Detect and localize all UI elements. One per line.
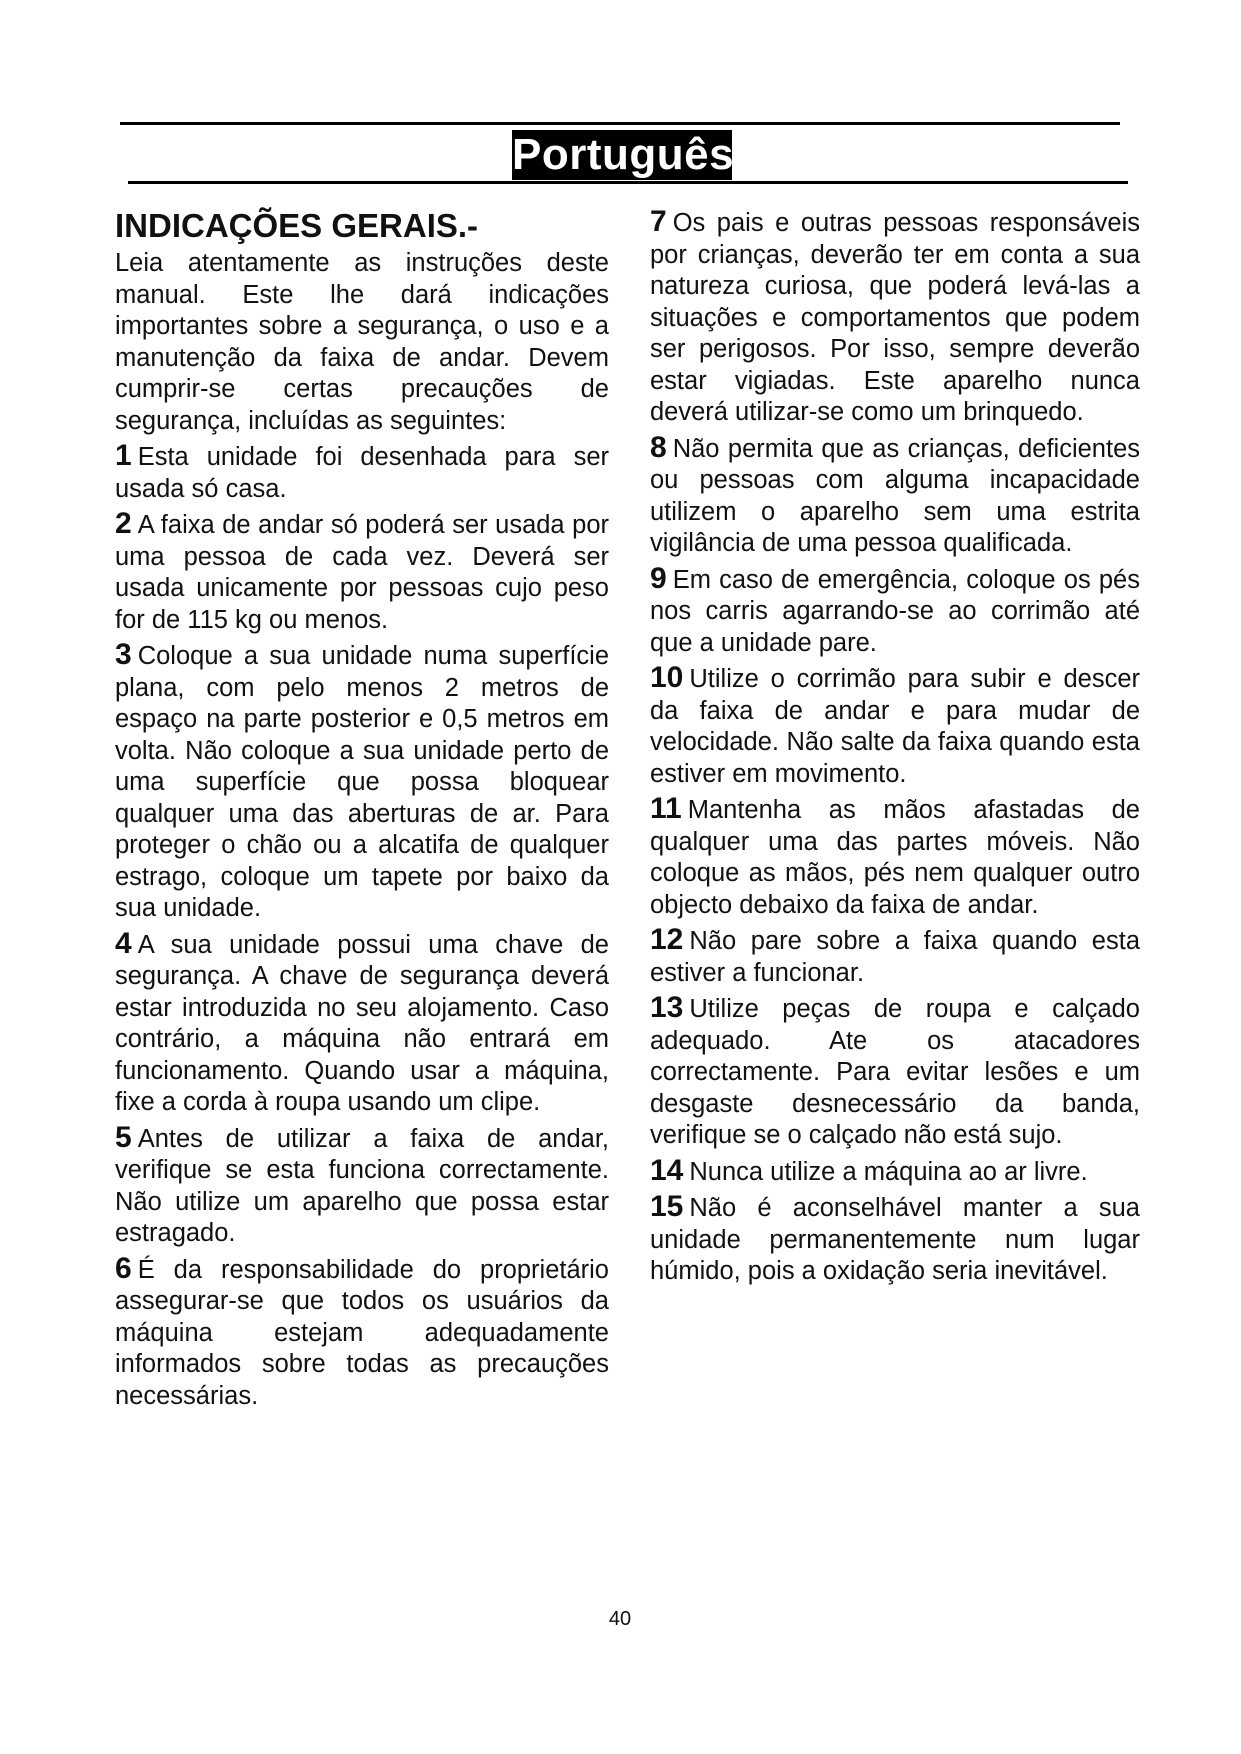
list-item [115, 639, 609, 925]
list-item [115, 1122, 609, 1250]
item-number: 15 [650, 1190, 684, 1223]
item-number: 6 [115, 1251, 132, 1285]
list-item [650, 662, 1140, 790]
item-text: É da responsabilidade do proprietário assegurar-se que todos os usuários da máquina estejam adequadamente informados sobre todas as precauções necessárias. [115, 1255, 609, 1410]
item-text: A sua unidade possui uma chave de segurança. A chave de segurança deverá estar introduzida no seu alojamento. Caso contrário, a máquina não entrará em funcionamento. Quando usar a máquina, fixe a corda à roupa usando um clipe. [115, 930, 609, 1116]
item-text: Mantenha as mãos afastadas de qualquer uma das partes móveis. Não coloque as mãos, pés nem qualquer outro objecto debaixo da faixa de andar. [650, 796, 1140, 919]
list-item [650, 1155, 1140, 1189]
list-item [115, 440, 609, 505]
item-number: 7 [650, 205, 667, 238]
section-title: INDICAÇÕES GERAIS.- [115, 207, 479, 244]
list-item [650, 432, 1140, 560]
item-number: 4 [115, 926, 132, 960]
left-column [115, 206, 609, 1415]
item-text: Nunca utilize a máquina ao ar livre. [689, 1157, 1088, 1186]
item-text: Não permita que as crianças, deficientes ou pessoas com alguma incapacidade utilizem o aparelho sem uma estrita vigilância de uma pessoa qualificada. [650, 434, 1140, 557]
list-item [650, 563, 1140, 660]
list-item [650, 992, 1140, 1152]
intro-paragraph: Leia atentamente as instruções deste manual. Este lhe dará indicações importantes sobre a segurança, o uso e a manutenção da faixa de andar. Devem cumprir-se certas precauções de segurança, incluídas as seguintes: [115, 249, 609, 435]
item-text: Coloque a sua unidade numa superfície plana, com pelo menos 2 metros de espaço na parte posterior e 0,5 metros em volta. Não coloque a sua unidade perto de uma superfície que possa bloquear qualquer uma das aberturas de ar. Para proteger o chão ou a alcatifa de qualquer estrago, coloque um tapete por baixo da sua unidade. [115, 642, 609, 922]
item-text: A faixa de andar só poderá ser usada por uma pessoa de cada vez. Deverá ser usada unicamente por pessoas cujo peso for de 115 kg ou menos. [115, 511, 609, 634]
item-number: 2 [115, 507, 132, 540]
item-text: Não é aconselhável manter a sua unidade permanentemente num lugar húmido, pois a oxidação seria inevitável. [650, 1194, 1140, 1285]
item-number: 5 [115, 1120, 132, 1154]
page-number: 40 [608, 1608, 632, 1630]
item-number: 14 [650, 1153, 684, 1187]
item-number: 9 [650, 561, 667, 595]
list-item [115, 508, 609, 636]
item-number: 8 [650, 430, 667, 464]
language-title: Português [512, 130, 735, 179]
header-rule-top [120, 122, 1120, 125]
list-item [650, 1191, 1140, 1288]
item-text: Não pare sobre a faixa quando esta estiver a funcionar. [650, 927, 1140, 987]
list-item [115, 1253, 609, 1413]
item-text: Utilize peças de roupa e calçado adequado. Ate os atacadores correctamente. Para evitar lesões e um desgaste desnecessário da banda, verifique se o calçado não está sujo. [650, 995, 1140, 1149]
right-column [650, 206, 1140, 1291]
item-text: Esta unidade foi desenhada para ser usada só casa. [115, 443, 609, 503]
item-number: 1 [115, 439, 132, 472]
list-item [650, 924, 1140, 989]
list-item [650, 206, 1140, 429]
item-text: Antes de utilizar a faixa de andar, verifique se esta funciona correctamente. Não utilize um aparelho que possa estar estragado. [115, 1124, 609, 1247]
item-text: Os pais e outras pessoas responsáveis por crianças, deverão ter em conta a sua natureza curiosa, que poderá levá-las a situações e comportamentos que podem ser perigosos. Por isso, sempre deverão estar vigiadas. Este aparelho nunca deverá utilizar-se como um brinquedo. [650, 209, 1140, 426]
header-rule-bottom [128, 181, 1128, 184]
list-item [650, 793, 1140, 921]
list-item [115, 928, 609, 1119]
item-number: 3 [115, 638, 132, 671]
item-text: Em caso de emergência, coloque os pés nos carris agarrando-se ao corrimão até que a unidade pare. [650, 565, 1140, 657]
item-number: 11 [650, 792, 682, 825]
item-text: Utilize o corrimão para subir e descer da faixa de andar e para mudar de velocidade. Não salte da faixa quando esta estiver em movimento. [650, 665, 1140, 788]
item-number: 12 [650, 923, 684, 956]
item-number: 10 [650, 661, 684, 694]
item-number: 13 [650, 991, 684, 1024]
